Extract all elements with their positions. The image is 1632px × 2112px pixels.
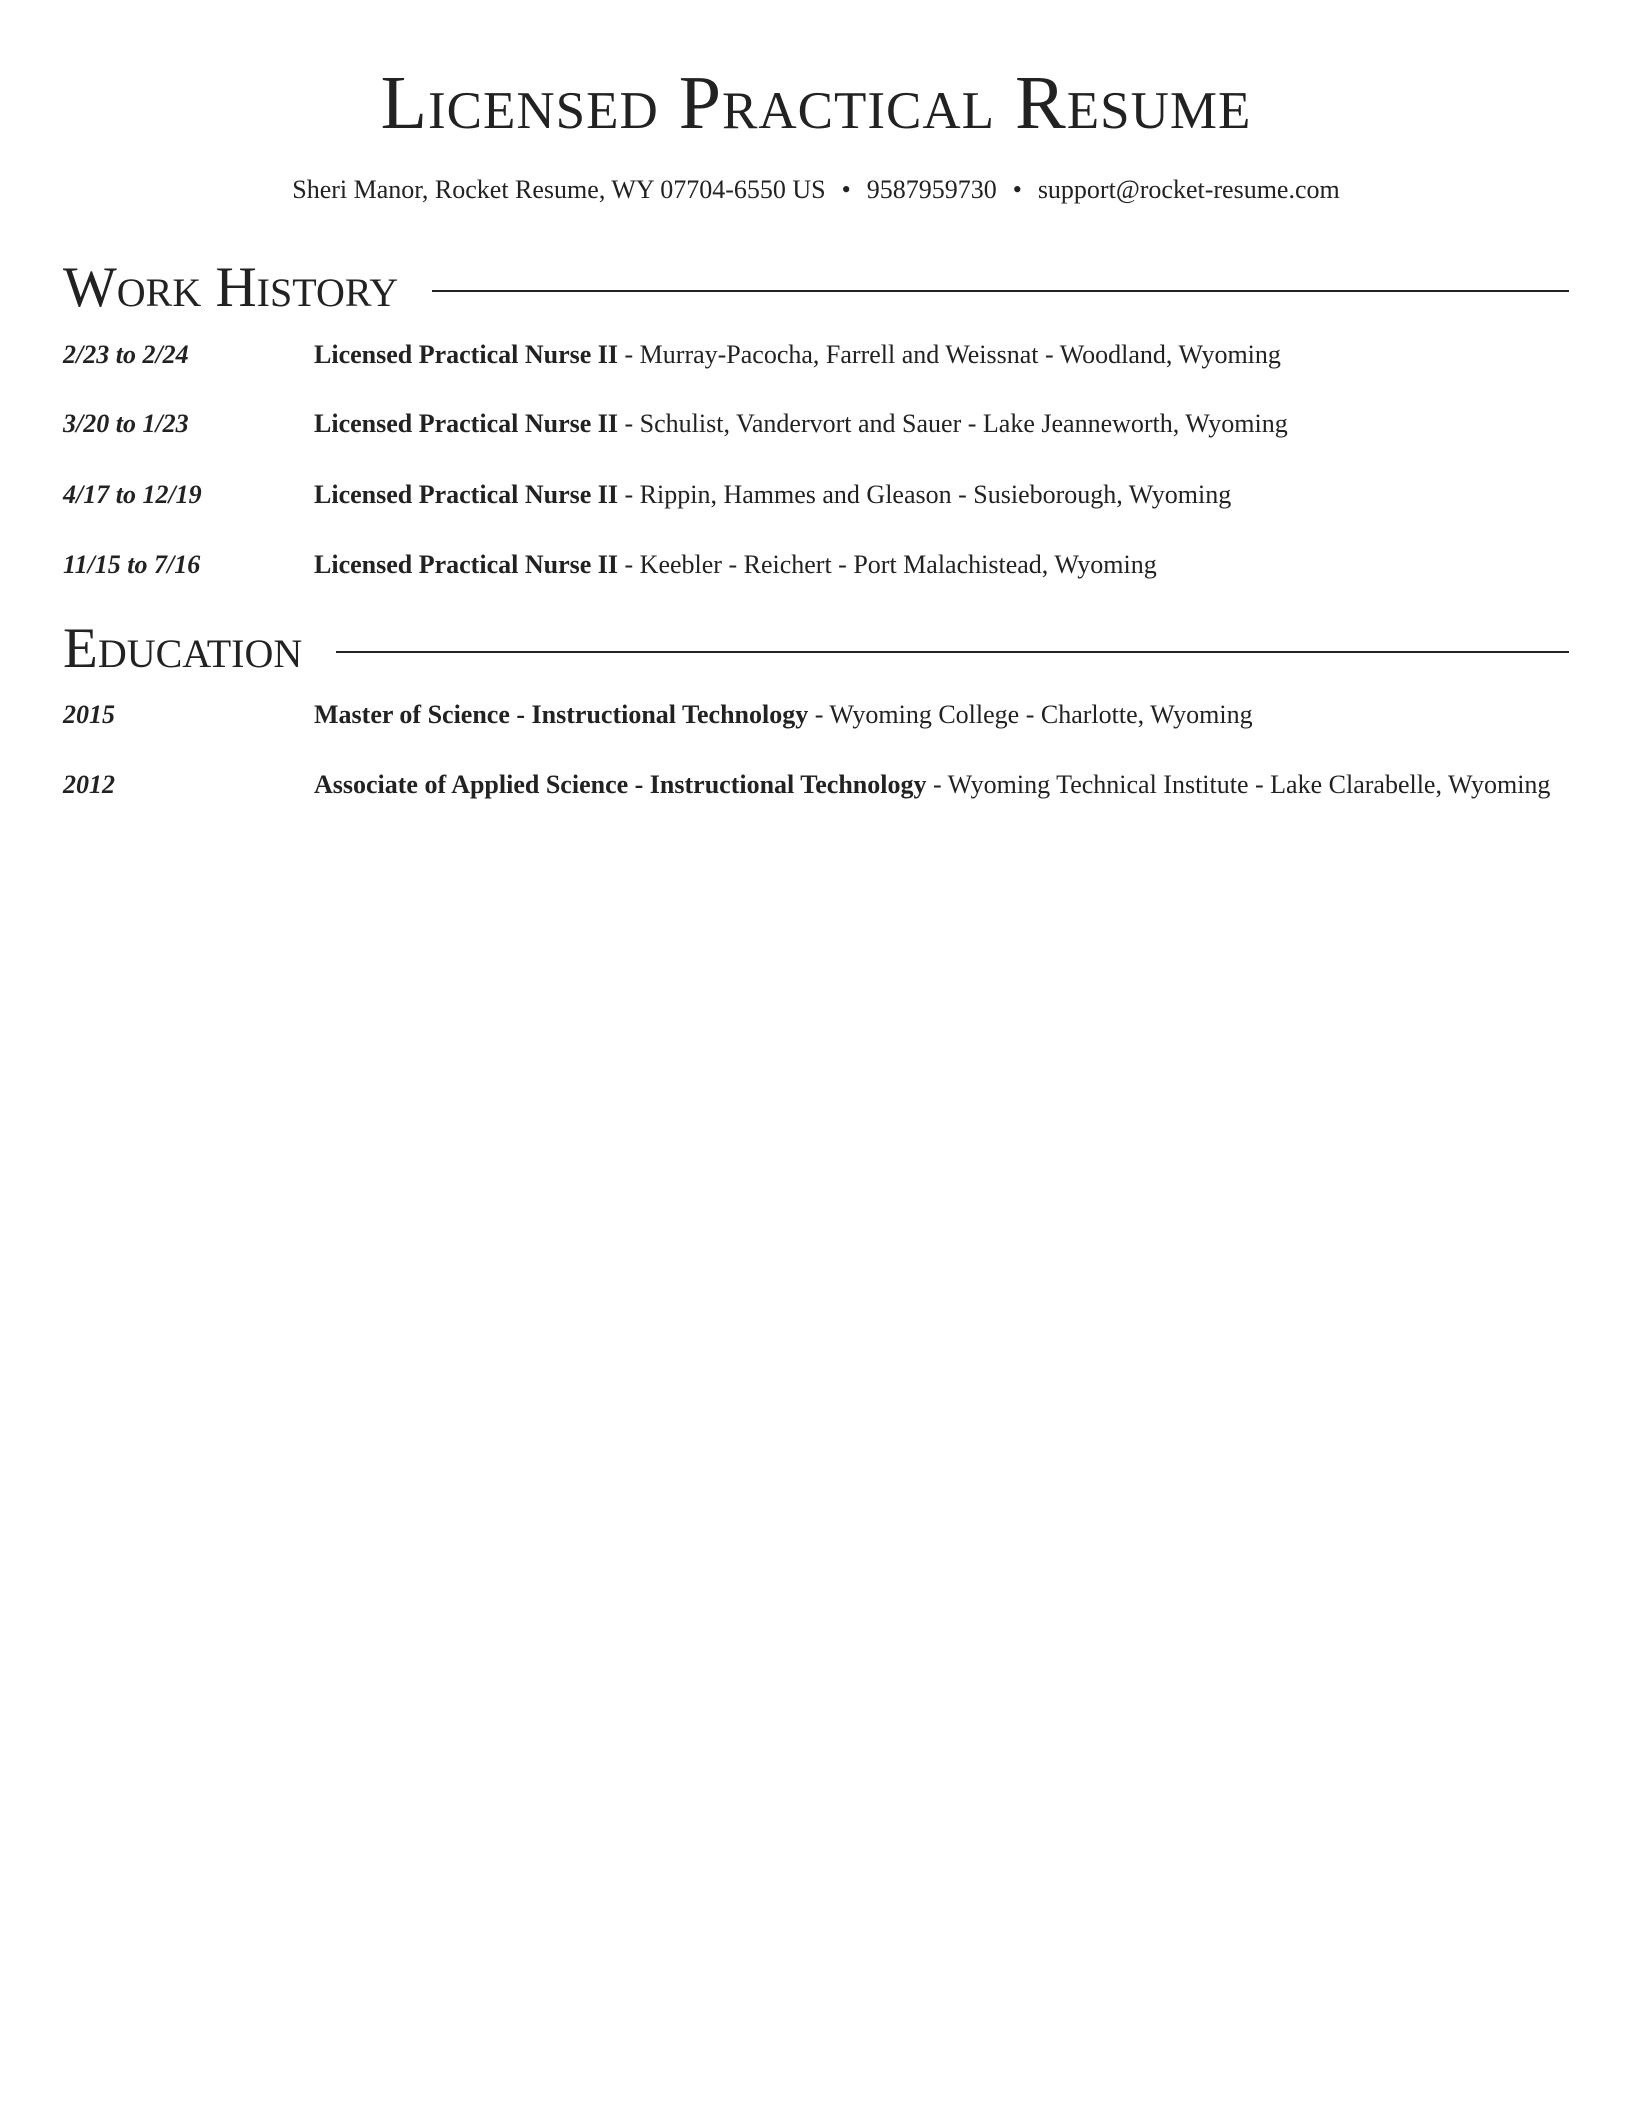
resume-title: Licensed Practical Resume: [380, 61, 1252, 145]
contact-separator: •: [1012, 175, 1022, 204]
work-entry-description: [314, 545, 1569, 585]
education-entry-description: [314, 695, 1569, 735]
work-entry-dates: 2/23 to 2/24: [63, 340, 189, 369]
contact-phone: 9587959730: [866, 175, 997, 204]
education-entry-degree: Master of Science - Instructional Technology: [314, 700, 809, 729]
work-entry-description: [314, 404, 1569, 444]
education-entry-details: - Wyoming College - Charlotte, Wyoming: [808, 700, 1253, 729]
work-entry-role: Licensed Practical Nurse II: [314, 480, 619, 509]
education-title: Education: [63, 617, 303, 680]
contact-email: support@rocket-resume.com: [1037, 175, 1340, 204]
work-entry-dates: 11/15 to 7/16: [63, 550, 201, 579]
work-entry-details: - Murray-Pacocha, Farrell and Weissnat - Woodland, Wyoming: [618, 340, 1281, 369]
section-divider: [336, 651, 1569, 653]
work-entry-description: [314, 335, 1569, 375]
work-entry-dates: 4/17 to 12/19: [63, 480, 202, 509]
education-entry-year: 2015: [63, 700, 115, 729]
work-entry-role: Licensed Practical Nurse II: [314, 409, 619, 438]
work-history-header: [63, 253, 1569, 323]
work-entry-details: - Keebler - Reichert - Port Malachistead, Wyoming: [618, 550, 1157, 579]
education-entry-degree: Associate of Applied Science - Instructional Technology: [314, 770, 927, 799]
work-entry-description: [314, 475, 1569, 515]
section-divider: [432, 290, 1569, 292]
contact-info: [63, 172, 1569, 208]
work-entry-role: Licensed Practical Nurse II: [314, 340, 619, 369]
work-entry-role: Licensed Practical Nurse II: [314, 550, 619, 579]
education-entry-details: - Wyoming Technical Institute - Lake Clarabelle, Wyoming: [926, 770, 1551, 799]
work-entry-details: - Schulist, Vandervort and Sauer - Lake Jeanneworth, Wyoming: [618, 409, 1288, 438]
contact-address: Sheri Manor, Rocket Resume, WY 07704-6550 US: [292, 175, 826, 204]
work-history-title: Work History: [63, 256, 399, 319]
contact-separator: •: [841, 175, 851, 204]
education-entry-year: 2012: [63, 770, 115, 799]
work-entry-details: - Rippin, Hammes and Gleason - Susieborough, Wyoming: [618, 480, 1232, 509]
education-header: [63, 614, 1569, 684]
work-entry-dates: 3/20 to 1/23: [63, 409, 189, 438]
education-entry-description: [314, 765, 1569, 805]
